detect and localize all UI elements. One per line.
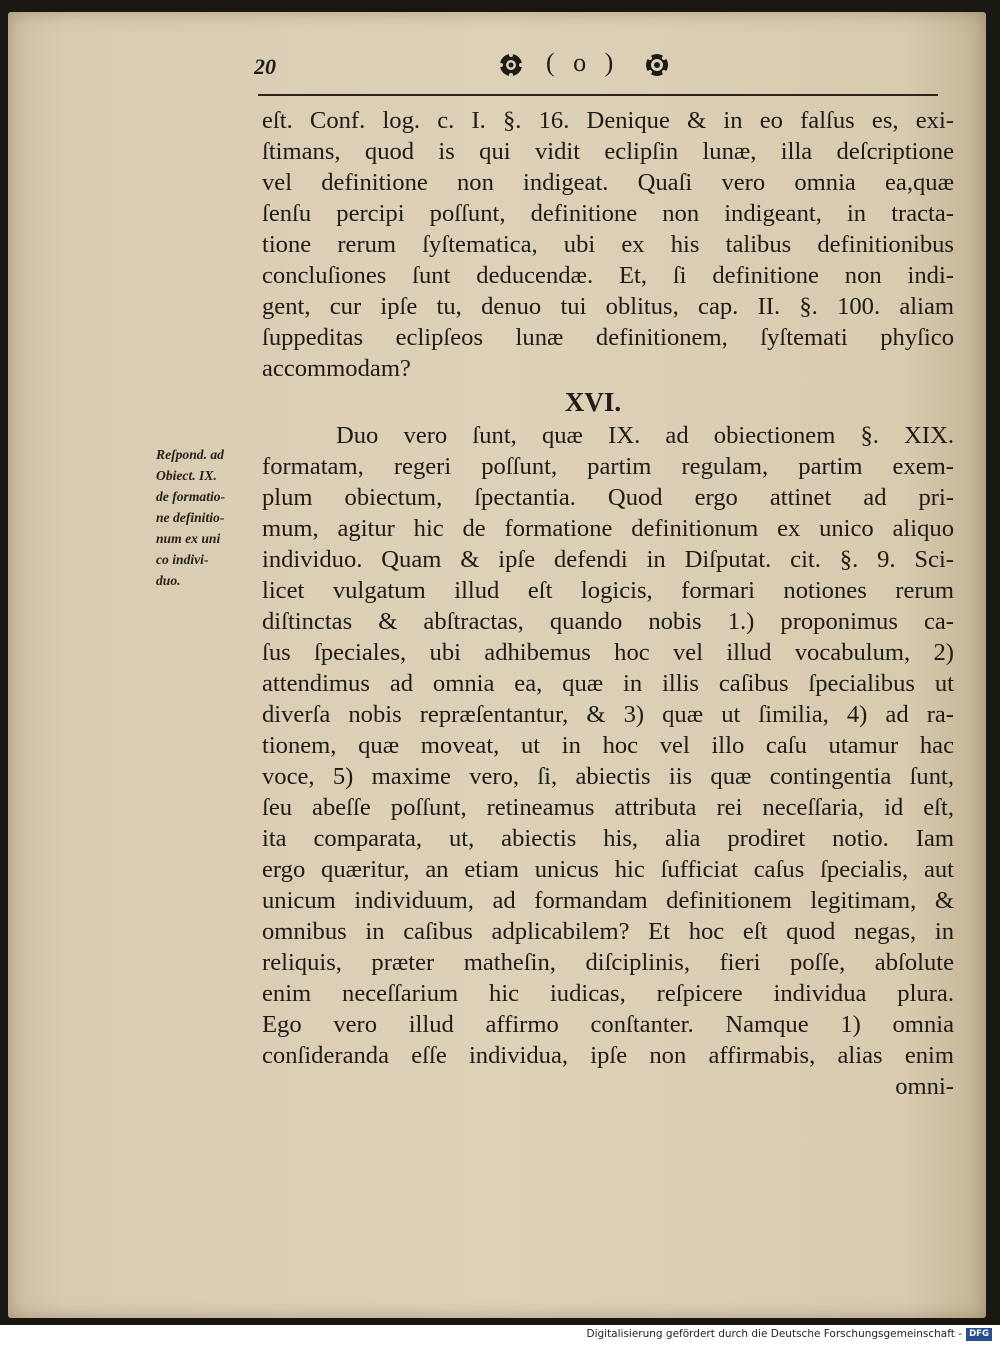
text-line: formatam, regeri poſſunt, partim regulam, partim exem- <box>262 453 954 480</box>
text-line: individuo. Quam & ipſe defendi in Diſputat. cit. §. 9. Sci- <box>262 546 954 573</box>
text-line: plum obiectum, ſpectantia. Quod ergo attinet ad pri- <box>262 484 954 511</box>
rosette-ornament-icon <box>498 52 524 78</box>
text-line: ſtimans, quod is qui vidit eclipſin lunæ, illa deſcriptione <box>262 138 954 165</box>
text-line: accommodam? <box>262 355 411 382</box>
text-line: attendimus ad omnia ea, quæ in illis caſibus ſpecialibus ut <box>262 670 954 697</box>
text-line: Ego vero illud affirmo conſtanter. Namque 1) omnia <box>262 1011 954 1038</box>
text-line: licet vulgatum illud eſt logicis, formari notiones rerum <box>262 577 954 604</box>
marginal-note <box>156 444 260 591</box>
rosette-ornament-icon <box>644 52 670 78</box>
marginal-line: duo. <box>156 573 181 588</box>
text-line: gent, cur ipſe tu, denuo tui oblitus, cap. II. §. 100. aliam <box>262 293 954 320</box>
text-line: eſt. Conf. log. c. I. §. 16. Denique & in eo falſus es, exi- <box>262 107 954 134</box>
digitization-footer <box>0 1325 1000 1345</box>
text-line: diverſa nobis repræſentantur, & 3) quæ ut ſimilia, 4) ad ra- <box>262 701 954 728</box>
text-line: diſtinctas & abſtractas, quando nobis 1.) proponimus ca- <box>262 608 954 635</box>
marginal-line: ne definitio- <box>156 510 225 525</box>
dfg-logo-icon: DFG <box>966 1328 992 1341</box>
marginal-line: num ex uni <box>156 531 221 546</box>
text-line: voce, 5) maxime vero, ſi, abiectis iis quæ contingentia ſunt, <box>262 763 954 790</box>
text-line: reliquis, præter matheſin, diſciplinis, fieri poſſe, abſolute <box>262 949 954 976</box>
section-heading: XVI. <box>564 387 622 417</box>
text-line: mum, agitur hic de formatione definitionum ex unico aliquo <box>262 515 954 542</box>
header-rule <box>258 94 938 96</box>
catchword: omni- <box>895 1073 954 1100</box>
marginal-line: Reſpond. ad <box>156 447 224 462</box>
text-line: ſenſu percipi poſſunt, definitione non indigeant, in tracta- <box>262 200 954 227</box>
marginal-line: Obiect. IX. <box>156 468 217 483</box>
text-line: vel definitione non indigeat. Quaſi vero omnia ea,quæ <box>262 169 954 196</box>
text-line: conſideranda eſſe individua, ipſe non affirmabis, alias enim <box>262 1042 954 1069</box>
page-number: 20 <box>254 54 276 79</box>
text-line: concluſiones ſunt deducendæ. Et, ſi definitione non indi- <box>262 262 954 289</box>
text-line: unicum individuum, ad formandam definitionem legitimam, & <box>262 887 954 914</box>
text-line: omnibus in caſibus adplicabilem? Et hoc eſt quod negas, in <box>262 918 954 945</box>
text-line: ſeu abeſſe poſſunt, retineamus attributa rei neceſſaria, id eſt, <box>262 794 954 821</box>
marginal-line: de formatio- <box>156 489 226 504</box>
footer-credit: Digitalisierung gefördert durch die Deutsche Forschungsgemeinschaft - <box>586 1328 962 1340</box>
text-line: tionem, quæ moveat, ut in hoc vel illo caſu utamur hac <box>262 732 954 759</box>
text-line: Duo vero ſunt, quæ IX. ad obiectionem §. XIX. <box>336 422 954 449</box>
page-header <box>250 48 940 88</box>
text-line: ſus ſpeciales, ubi adhibemus hoc vel illud vocabulum, 2) <box>262 639 954 666</box>
page-body <box>262 105 954 1102</box>
marginal-line: co indivi- <box>156 552 209 567</box>
text-line: tione rerum ſyſtematica, ubi ex his talibus definitionibus <box>262 231 954 258</box>
text-line: ita comparata, ut, abiectis his, alia prodiret notio. Iam <box>262 825 954 852</box>
text-line: ſuppeditas eclipſeos lunæ definitionem, ſyſtemati phyſico <box>262 324 954 351</box>
text-line: ergo quæritur, an etiam unicus hic ſufficiat caſus ſpecialis, aut <box>262 856 954 883</box>
header-center-mark: ( o ) <box>546 48 620 77</box>
text-line: enim neceſſarium hic iudicas, reſpicere individua plura. <box>262 980 954 1007</box>
